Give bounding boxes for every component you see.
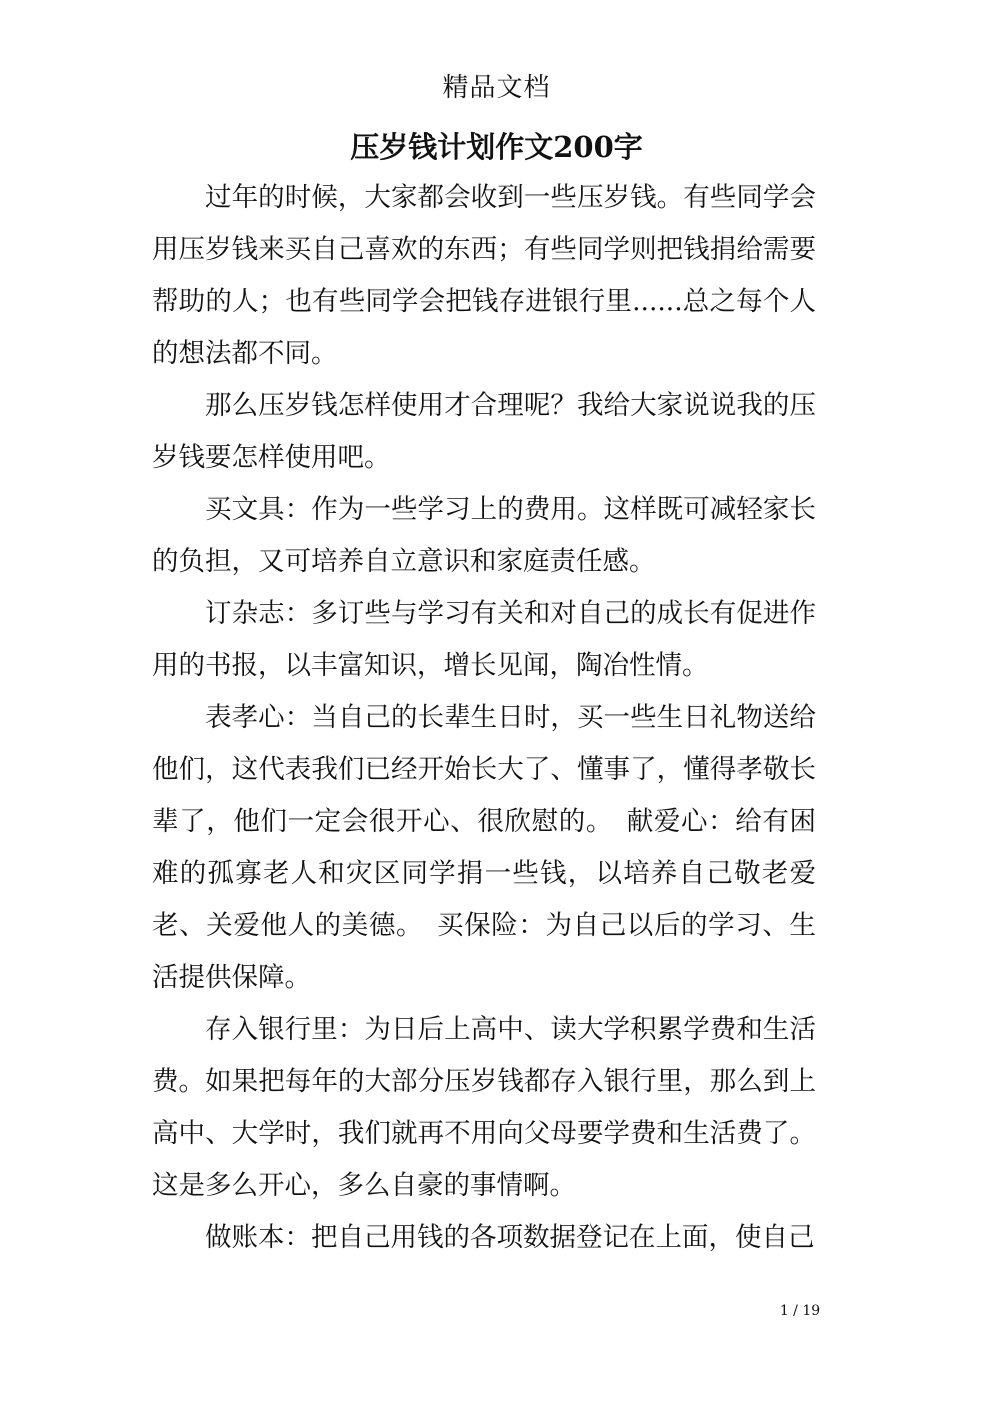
page-number: 1 / 19 xyxy=(779,1303,821,1319)
paragraph-intro: 过年的时候，大家都会收到一些压岁钱。有些同学会用压岁钱来买自己喜欢的东西；有些同学则把钱捐给需要帮助的人；也有些同学会把钱存进银行里......总之每个人的想法都不同。 xyxy=(152,182,816,369)
paragraph-filial-charity-insurance: 表孝心：当自己的长辈生日时，买一些生日礼物送给他们，这代表我们已经开始长大了、懂事了，懂得孝敬长辈了，他们一定会很开心、很欣慰的。 献爱心：给有困难的孤寡老人和灾区同学捐一些钱，以培养自己敬老爱老、关爱他人的美德。 买保险：为自己以后的学习、生活提供保障。 xyxy=(152,702,816,993)
paragraph-question: 那么压岁钱怎样使用才合理呢？我给大家说说我的压岁钱要怎样使用吧。 xyxy=(152,390,816,473)
paragraph-magazines: 订杂志：多订些与学习有关和对自己的成长有促进作用的书报，以丰富知识，增长见闻，陶冶性情。 xyxy=(152,598,816,681)
document-title: 压岁钱计划作文200字 xyxy=(350,130,643,164)
document-body xyxy=(152,172,816,1264)
paragraph-bank-savings: 存入银行里：为日后上高中、读大学积累学费和生活费。如果把每年的大部分压岁钱都存入银行里，那么到上高中、大学时，我们就再不用向父母要学费和生活费了。这是多么开心，多么自豪的事情啊。 xyxy=(152,1014,816,1201)
paragraph-account-book: 做账本：把自己用钱的各项数据登记在上面，使自己 xyxy=(205,1222,815,1253)
paragraph-stationery: 买文具：作为一些学习上的费用。这样既可减轻家长的负担，又可培养自立意识和家庭责任感。 xyxy=(152,494,816,577)
page-header: 精品文档 xyxy=(442,73,551,103)
